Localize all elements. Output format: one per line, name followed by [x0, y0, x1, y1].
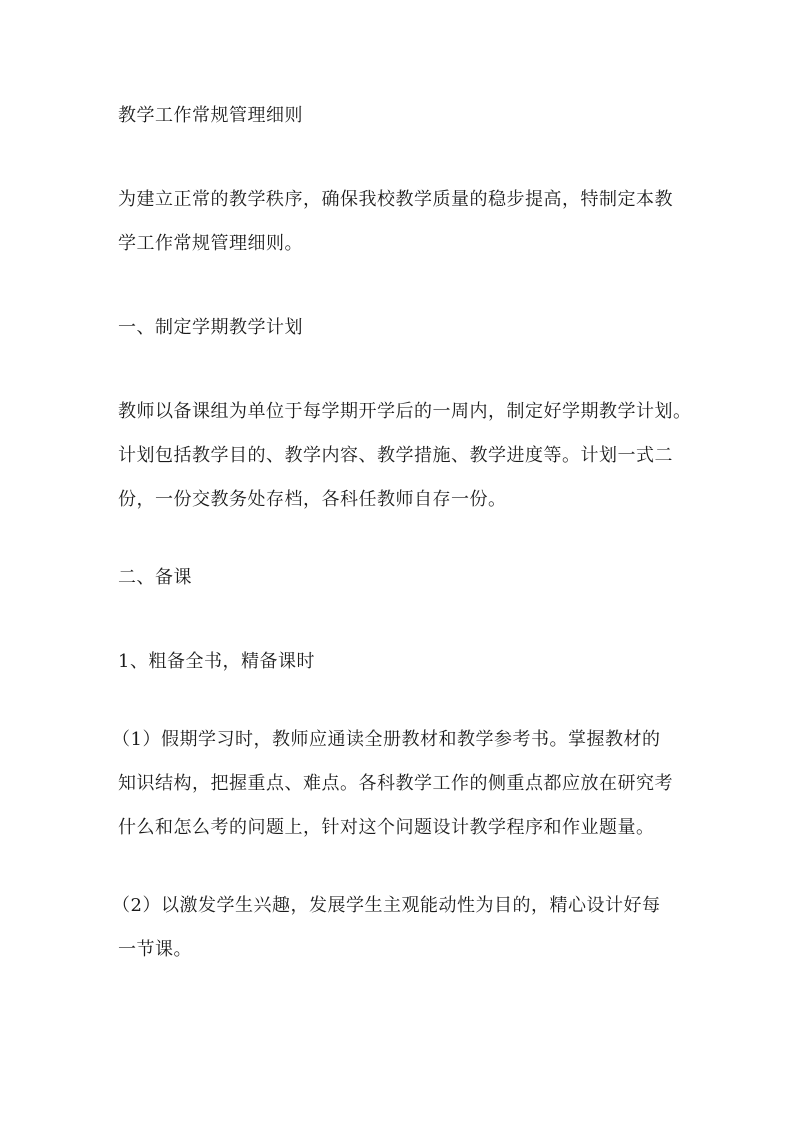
intro-line-2: 学工作常规管理细则。: [118, 233, 303, 254]
section-1-heading: 一、制定学期教学计划: [118, 317, 303, 338]
item-1-line-1: （1）假期学习时，教师应通读全册教材和教学参考书。掌握教材的: [112, 729, 661, 750]
section-1-paragraph-line-3: 份，一份交教务处存档，各科任教师自存一份。: [118, 489, 507, 510]
intro-line-1: 为建立正常的教学秩序，确保我校教学质量的稳步提高，特制定本教: [118, 189, 673, 210]
section-1-paragraph-line-1: 教师以备课组为单位于每学期开学后的一周内，制定好学期教学计划。: [118, 401, 692, 422]
item-2-line-2: 一节课。: [118, 939, 192, 960]
subsection-1-heading: 1、粗备全书，精备课时: [118, 651, 315, 672]
item-1-line-2: 知识结构，把握重点、难点。各科教学工作的侧重点都应放在研究考: [118, 773, 673, 794]
document-title: 教学工作常规管理细则: [118, 105, 303, 126]
item-1-line-3: 什么和怎么考的问题上，针对这个问题设计教学程序和作业题量。: [118, 817, 655, 838]
section-1-paragraph-line-2: 计划包括教学目的、教学内容、教学措施、教学进度等。计划一式二: [118, 445, 673, 466]
item-2-line-1: （2）以激发学生兴趣，发展学生主观能动性为目的，精心设计好每: [112, 895, 661, 916]
section-2-heading: 二、备课: [118, 567, 192, 588]
